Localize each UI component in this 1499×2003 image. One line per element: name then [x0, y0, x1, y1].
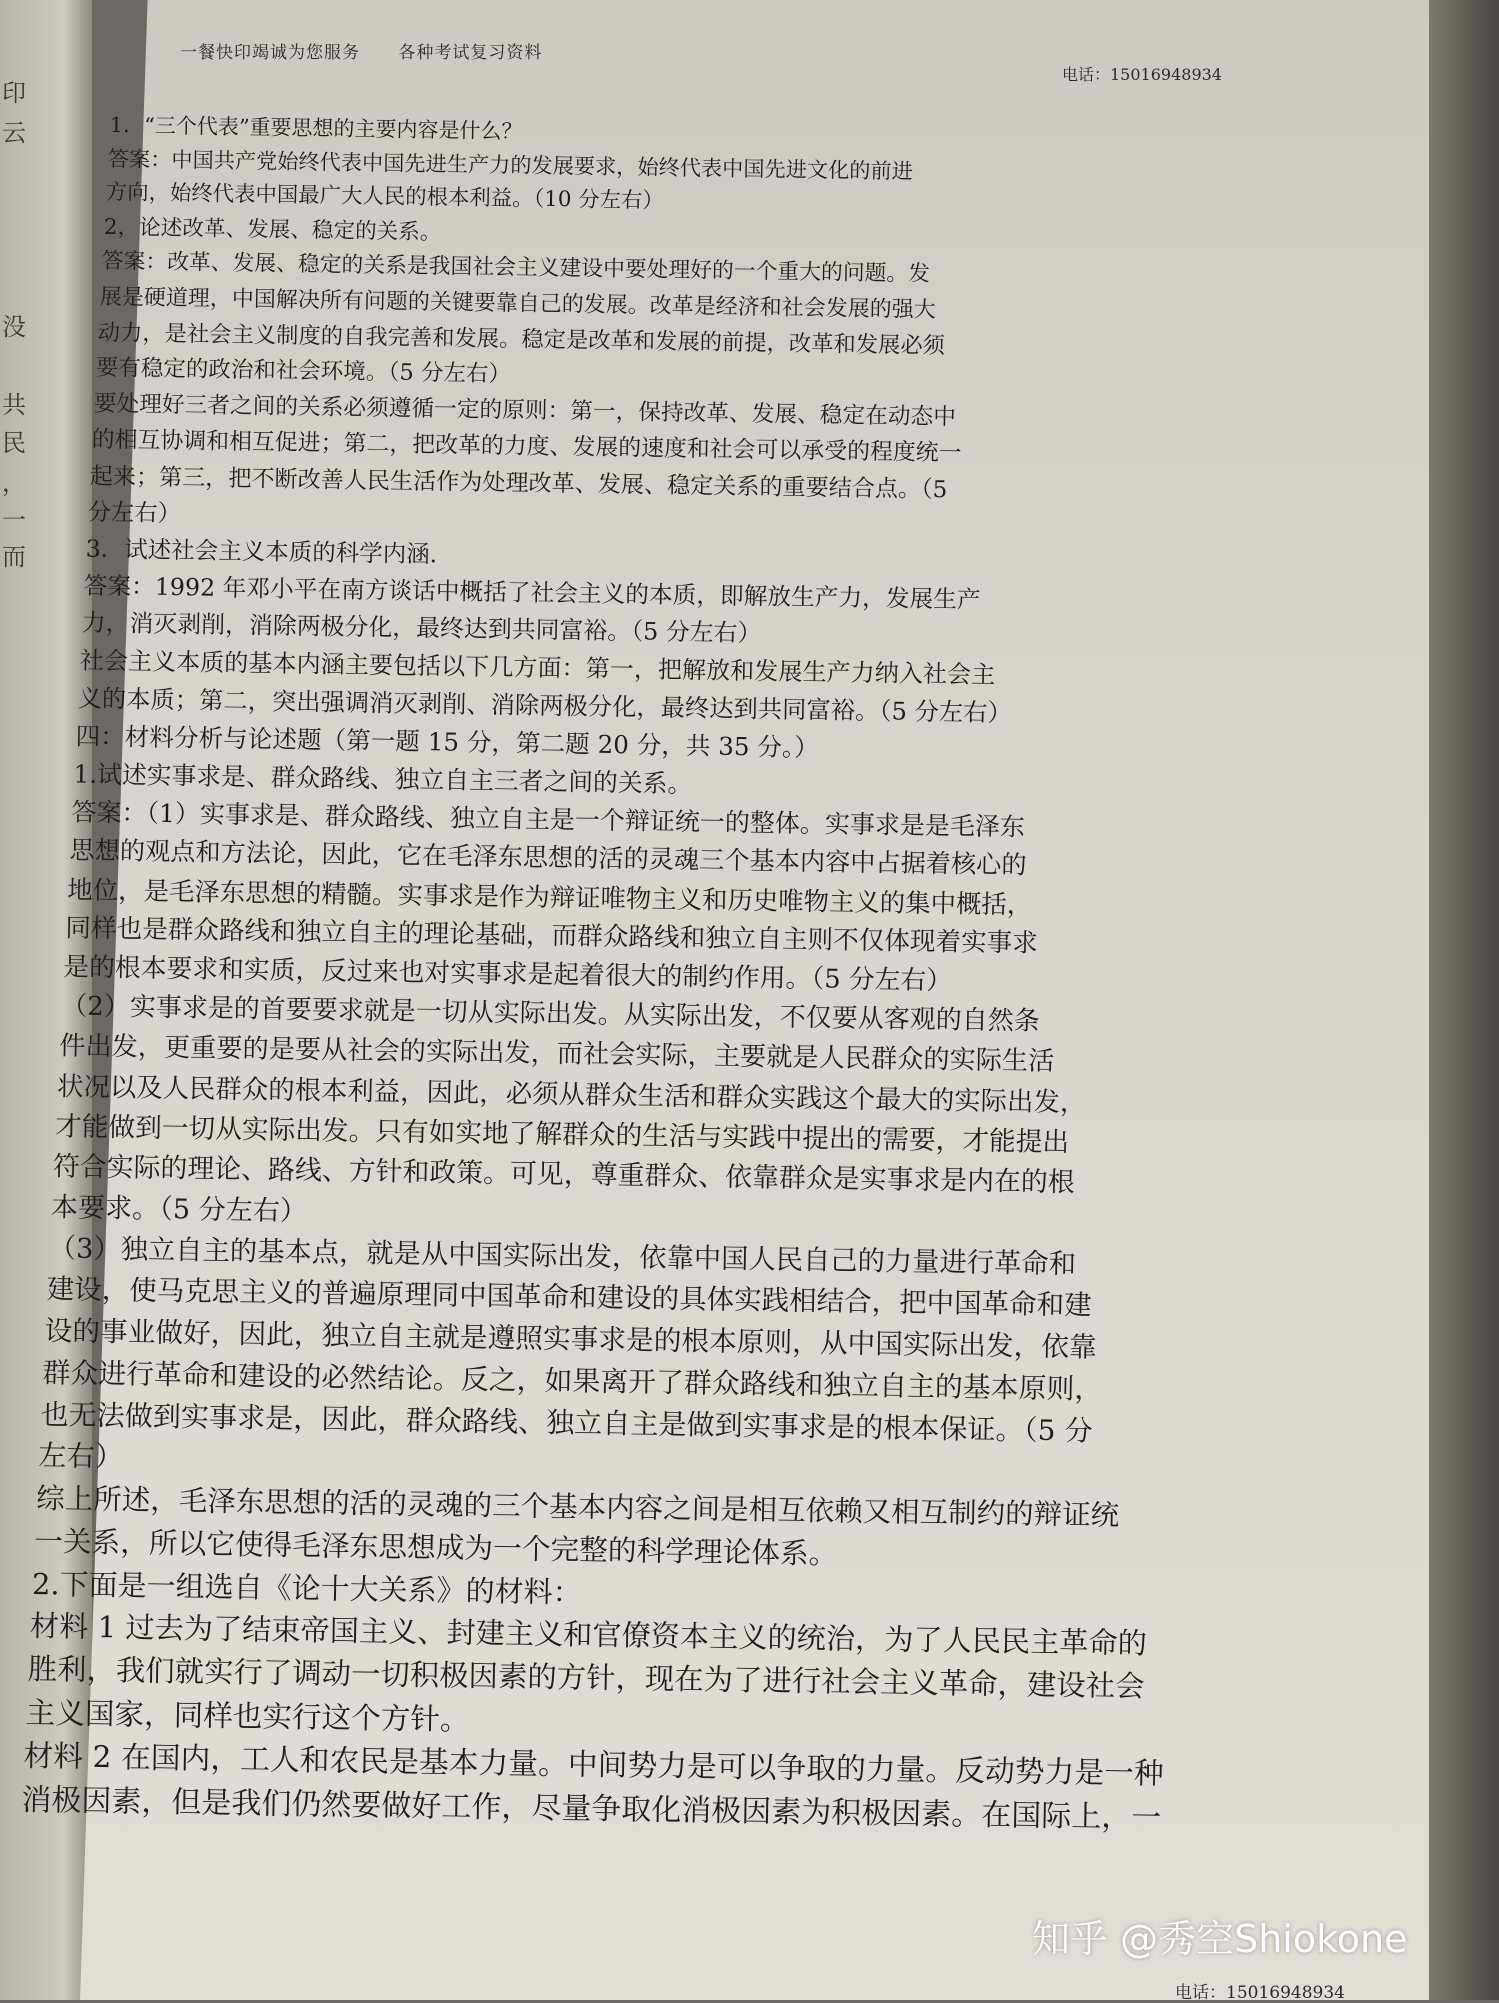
text-line: 社会主义本质的基本内涵主要包括以下几方面：第一，把解放和发展生产力纳入社会主 [79, 646, 996, 689]
left-margin-fragment: 一 [2, 506, 26, 534]
left-margin-fragment: 民 [2, 429, 26, 457]
text-line: 要有稳定的政治和社会环境。（5 分左右） [95, 354, 512, 388]
text-line: 的相互协调和相互促进；第二，把改革的力度、发展的速度和社会可以承受的程度统一 [91, 427, 962, 467]
text-line: 综上所述，毛泽东思想的活的灵魂的三个基本内容之间是相互依赖又相互制约的辩证统 [36, 1481, 1120, 1532]
left-margin-fragment: 共 [2, 391, 26, 419]
text-line: 动力，是社会主义制度的自我完善和发展。稳定是改革和发展的前提，改革和发展必须 [97, 319, 946, 359]
text-line: 胜利，我们就实行了调动一切积极因素的方针，现在为了进行社会主义革命，建设社会 [27, 1652, 1145, 1704]
header-category: 各种考试复习资料 [398, 43, 543, 63]
text-line: （2）实事求是的首要要求就是一切从实际出发。从实际出发，不仅要从客观的自然条 [61, 991, 1040, 1038]
text-line: 建设，使马克思主义的普遍原理同中国革命和建设的具体实践相结合，把中国革命和建 [46, 1273, 1092, 1322]
text-line: 思想的观点和方法论，因此，它在毛泽东思想的活的灵魂三个基本内容中占据着核心的 [69, 835, 1027, 880]
text-line: 起来；第三，把不断改善人民生活作为处理改革、发展、稳定关系的重要结合点。（5 [89, 463, 948, 503]
text-line: 消极因素，但是我们仍然要做好工作，尽量争取化消极因素为积极因素。在国际上，一 [21, 1782, 1162, 1836]
text-line: 件出发，更重要的是要从社会的实际出发，而社会实际，主要就是人民群众的实际生活 [59, 1031, 1055, 1077]
watermark: 知乎 @秀空Shiokone [1032, 1917, 1408, 1961]
left-margin-fragment: 而 [2, 543, 26, 571]
text-line: 左右） [38, 1439, 124, 1474]
text-line: 义的本质；第二，突出强调消灭剥削、消除两极分化，最终达到共同富裕。（5 分左右） [77, 683, 1013, 728]
left-margin-fragment: ， [2, 469, 26, 497]
left-margin-fragment: 没 [2, 313, 26, 341]
text-line: 答案：改革、发展、稳定的关系是我国社会主义建设中要处理好的一个重大的问题。发 [101, 249, 931, 288]
text-line: 1．“三个代表”重要思想的主要内容是什么？ [109, 112, 523, 144]
header-phone: 电话：15016948934 [1062, 65, 1222, 84]
text-line: 答案：（1）实事求是、群众路线、独立自主是一个辩证统一的整体。实事求是是毛泽东 [71, 797, 1026, 842]
text-line: 1.试述实事求是、群众路线、独立自主三者之间的关系。 [73, 759, 693, 798]
text-line: 地位，是毛泽东思想的精髓。实事求是作为辩证唯物主义和历史唯物主义的集中概括， [67, 874, 1033, 920]
footer-phone: 电话：15016948934 [1175, 1983, 1345, 2003]
document-body [21, 108, 1330, 1843]
text-line: 一关系，所以它使得毛泽东思想成为一个完整的科学理论体系。 [33, 1523, 838, 1571]
text-line: 状况以及人民群众的根本利益，因此，必须从群众生活和群众实践这个最大的实际出发， [56, 1070, 1087, 1119]
text-line: 3．试述社会主义本质的科学内涵. [85, 535, 438, 569]
text-line: （3）独立自主的基本点，就是从中国实际出发，依靠中国人民自己的力量进行革命和 [48, 1233, 1077, 1281]
text-line: 展是硬道理，中国解决所有问题的关键要靠自己的发展。改革是经济和社会发展的强大 [99, 285, 936, 324]
text-line: 设的事业做好，因此，独立自主就是遵照实事求是的根本原则，从中国实际出发，依靠 [44, 1314, 1097, 1365]
left-margin-fragment: 印 [2, 79, 26, 107]
text-line: 方向，始终代表中国最广大人民的根本利益。（10 分左右） [105, 180, 665, 214]
page-header [180, 38, 574, 63]
text-line: 2.下面是一组选自《论十大关系》的材料： [31, 1566, 582, 1610]
left-margin-fragment: 云 [2, 119, 26, 147]
text-line: 分左右） [87, 498, 182, 527]
text-line: 要处理好三者之间的关系必须遵循一定的原则：第一，保持改革、发展、稳定在动态中 [93, 390, 957, 430]
text-line: 答案：中国共产党始终代表中国先进生产力的发展要求，始终代表中国先进文化的前进 [107, 145, 914, 184]
text-line: 符合实际的理论、路线、方针和政策。可见，尊重群众、依靠群众是实事求是内在的根 [52, 1151, 1075, 1199]
text-line: 材料 1 过去为了结束帝国主义、封建主义和官僚资本主义的统治，为了人民民主革命的 [29, 1609, 1148, 1661]
text-line: 同样也是群众路线和独立自主的理论基础，而群众路线和独立自主则不仅体现着实事求 [65, 913, 1039, 959]
text-line: 四：材料分析与论述题（第一题 15 分，第二题 20 分，共 35 分。） [75, 721, 820, 762]
text-line: 是的根本要求和实质，反过来也对实事求是起着很大的制约作用。（5 分左右） [63, 952, 953, 997]
text-line: 主义国家，同样也实行这个方针。 [25, 1695, 470, 1737]
text-line: 本要求。（5 分左右） [50, 1191, 308, 1227]
page-edge-shadow [1429, 0, 1499, 2000]
text-line: 2，论述改革、发展、稳定的关系。 [103, 214, 442, 245]
header-shop: 一餐快印竭诚为您服务 [180, 43, 360, 63]
text-line: 答案：1992 年邓小平在南方谈话中概括了社会主义的本质，即解放生产力，发展生产 [83, 571, 981, 614]
text-line: 力，消灭剥削，消除两极分化，最终达到共同富裕。（5 分左右） [81, 608, 762, 648]
text-line: 才能做到一切从实际出发。只有如实地了解群众的生活与实践中提出的需要，才能提出 [54, 1110, 1070, 1158]
text-line: 也无法做到实事求是，因此，群众路线、独立自主是做到实事求是的根本保证。（5 分 [40, 1397, 1093, 1448]
text-line: 材料 2 在国内，工人和农民是基本力量。中间势力是可以争取的力量。反动势力是一种 [23, 1739, 1165, 1792]
text-line: 群众进行革命和建设的必然结论。反之，如果离开了群众路线和独立自主的基本原则， [42, 1355, 1103, 1406]
